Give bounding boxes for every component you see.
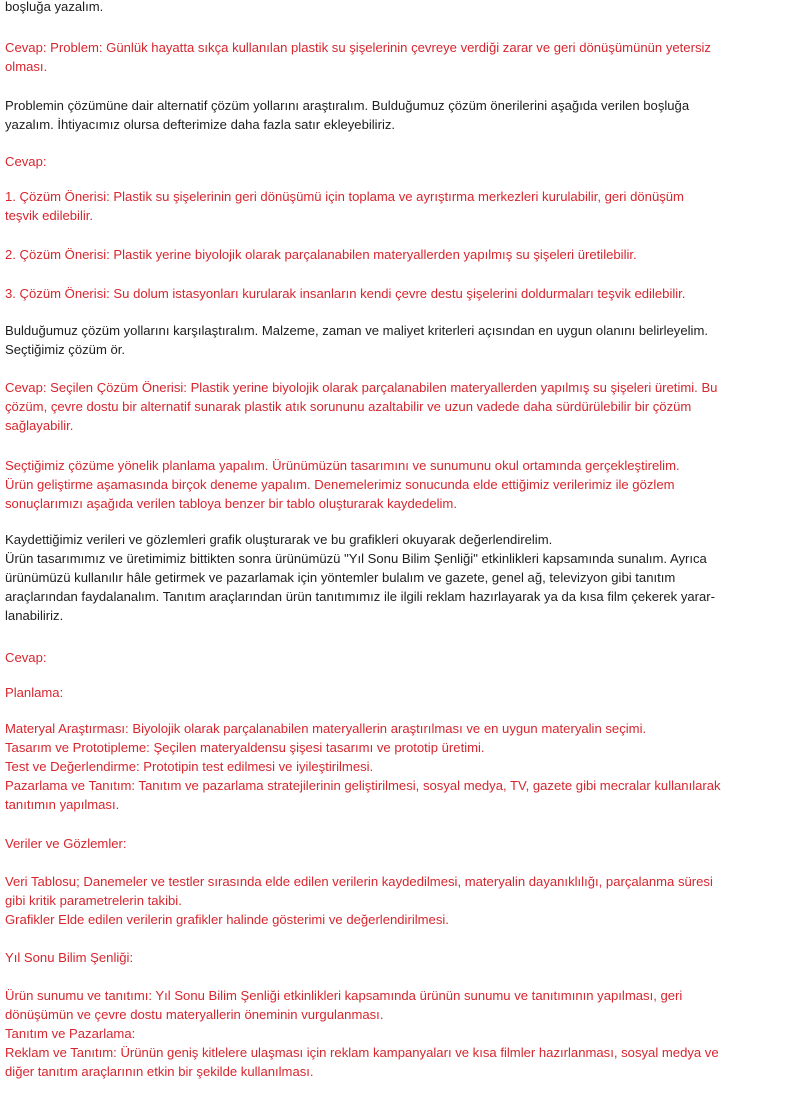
heading-science-fair: Yıl Sonu Bilim Şenliği:	[5, 950, 134, 965]
solution-2: 2. Çözüm Önerisi: Plastik yerine biyolojik olarak parçalanabilen materyallerden yapılmış su şişeleri üretilebilir.	[5, 247, 637, 262]
planning-instruction: Seçtiğimiz çözüme yönelik planlama yapalım. Ürünümüzün tasarımını ve sunumunu okul ortamında gerçekleştirelim. Ürün geliştirme aşamasında birçok deneme yapalım. Denemelerimiz sonucunda elde ettiğimiz verilerimiz ile gözlem sonuçlarımızı aşağıda verilen tabloya benzer bir tablo oluşturarak kaydedelim.	[5, 458, 680, 511]
answer-label-2: Cevap:	[5, 650, 47, 665]
instruction-evaluate: Kaydettiğimiz verileri ve gözlemleri grafik oluşturarak ve bu grafikleri okuyarak değerlendirelim. Ürün tasarımımız ve üretimimiz bittikten sonra ürünümüzü "Yıl Sonu Bilim Şenliği" etkinlikleri kapsamında sunalım. Ayrıca ürünümüzü kullanılır hâle getirmek ve pazarlamak için yöntemler bulalım ve gazete, genel ağ, televizyon gibi tanıtım araçlarından faydalanalım. Tanıtım araçlarından ürün tanıtımımız ile ilgili reklam hazırlayarak ya da kısa film çekerek yarar- lanabiliriz.	[5, 532, 716, 623]
solution-1: 1. Çözüm Önerisi: Plastik su şişelerinin geri dönüşümü için toplama ve ayrıştırma merkezleri kurulabilir, geri dönüşüm teşvik edilebilir.	[5, 189, 684, 223]
answer-selected-solution: Cevap: Seçilen Çözüm Önerisi: Plastik yerine biyolojik olarak parçalanabilen materyallerden yapılmış su şişeleri üretimi. Bu çözüm, çevre dostu bir alternatif sunarak plastik atık sorununu azaltabilir ve uzun vadede daha sürdürülebilir bir çözüm sağlayabilir.	[5, 380, 718, 433]
instruction-compare: Bulduğumuz çözüm yollarını karşılaştıralım. Malzeme, zaman ve maliyet kriterleri açısından en uygun olanını belirleyelim. Seçtiğimiz çözüm ör.	[5, 323, 708, 357]
planning-list: Materyal Araştırması: Biyolojik olarak parçalanabilen materyallerin araştırılması ve en uygun materyalin seçimi. Tasarım ve Prototipleme: Şeçilen materyaldensu şişesi tasarımı ve prototip üretimi. Test ve Değerlendirme: Prototipin test edilmesi ve iyileştirilmesi. Pazarlama ve Tanıtım: Tanıtım ve pazarlama stratejilerinin geliştirilmesi, sosyal medya, TV, gazete gibi mecralar kullanılarak tanıtımın yapılması.	[5, 721, 721, 812]
heading-data-observations: Veriler ve Gözlemler:	[5, 836, 127, 851]
answer-label: Cevap:	[5, 154, 47, 169]
intro-line: boşluğa yazalım.	[5, 0, 104, 14]
solution-3: 3. Çözüm Önerisi: Su dolum istasyonları kurularak insanların kendi çevre destu şişelerini doldurmaları teşvik edilebilir.	[5, 286, 686, 301]
heading-planning: Planlama:	[5, 685, 64, 700]
science-fair-list: Ürün sunumu ve tanıtımı: Yıl Sonu Bilim Şenliği etkinlikleri kapsamında ürünün sunumu ve tanıtımının yapılması, geri dönüşümün ve çevre dostu materyallerin öneminin vurgulanması. Tanıtım ve Pazarlama: Reklam ve Tanıtım: Ürünün geniş kitlelere ulaşması için reklam kampanyaları ve kısa filmler hazırlanması, sosyal medya ve diğer tanıtım araçlarının etkin bir şekilde kullanılması.	[5, 988, 719, 1079]
data-observations-list: Veri Tablosu; Danemeler ve testler sırasında elde edilen verilerin kaydedilmesi, materyalin dayanıklılığı, parçalanma süresi gibi kritik parametrelerin takibi. Grafikler Elde edilen verilerin grafikler halinde gösterimi ve değerlendirilmesi.	[5, 874, 713, 927]
answer-problem: Cevap: Problem: Günlük hayatta sıkça kullanılan plastik su şişelerinin çevreye verdiği zarar ve geri dönüşümünün yetersiz olması.	[5, 40, 711, 74]
instruction-solutions: Problemin çözümüne dair alternatif çözüm yollarını araştıralım. Bulduğumuz çözüm önerilerini aşağıda verilen boşluğa yazalım. İhtiyacımız olursa defterimize daha fazla satır ekleyebiliriz.	[5, 98, 690, 132]
